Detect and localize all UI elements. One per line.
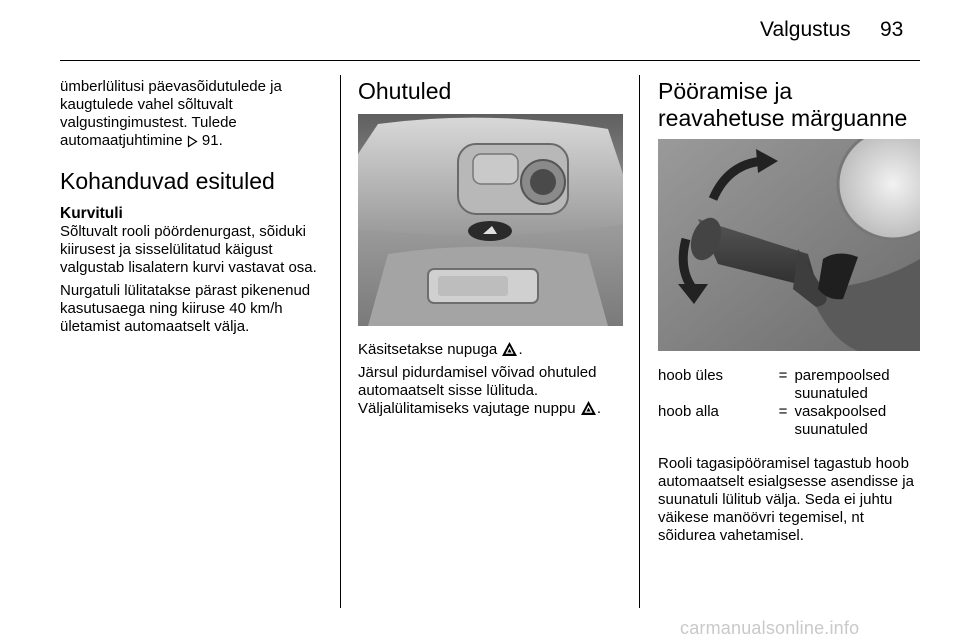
section-heading-hazard-lights: Ohutuled [358,78,452,104]
page-ref-link[interactable]: 91. [201,132,223,149]
hazard-warning-icon [501,341,518,357]
section-heading-turn-signals: Pööramise ja reavahetuse märguanne [658,78,908,131]
definition-row [658,367,923,403]
column-divider-2 [639,75,640,608]
subheading-cornering-light: Kurvituli [60,205,123,222]
turn-signal-lever-photo [658,139,920,351]
cornering-light-off-paragraph: Nurgatuli lülitatakse pärast pikenenud kasutusaega ning kiiruse 40 km/h ületamist automaatselt välja. [60,282,311,335]
hazard-auto-paragraph: Järsul pidurdamisel võivad ohutuled automaatselt sisse lülituda. [358,364,597,399]
header-divider [60,60,920,61]
watermark: carmanualsonline.info [680,618,860,638]
page-header [0,0,960,60]
column-divider-1 [340,75,341,608]
hazard-off-paragraph: Väljalülitamiseks vajutage nuppu . [358,400,601,417]
hazard-warning-icon [580,400,597,416]
intro-paragraph: ümberlülitusi päevasõidutulede ja kaugtulede vahel sõltuvalt valgustingimustest. Tulede automaatjuhtimine 91. [60,78,282,149]
definition-desc: vasakpoolsed suunatuled [794,403,887,438]
lever-return-paragraph: Rooli tagasipööramisel tagastub hoob automaatselt esialgsesse asendisse ja suunatuli lülitub välja. Seda ei juhtu väikese manöövri tegemisel, nt sõidurea vahetamisel. [658,455,914,544]
section-title: Valgustus [760,18,851,41]
section-heading-adaptive-headlights: Kohanduvad esituled [60,168,275,194]
definition-list [658,367,923,439]
column-3 [658,78,923,545]
definition-row [658,403,923,439]
hazard-operate-paragraph: Käsitsetakse nupuga . [358,341,523,358]
definition-equals: = [778,367,788,384]
definition-term: hoob alla [658,403,719,420]
page-ref-triangle-icon [187,135,198,148]
column-1 [60,78,332,336]
definition-term: hoob üles [658,367,724,384]
cornering-light-paragraph: Sõltuvalt rooli pöördenurgast, sõiduki kiirusest ja sisselülitatud käigust valgustab lisalatern kurvi vastavat osa. [60,223,317,276]
hazard-switch-photo [358,114,623,326]
page-number: 93 [880,18,904,41]
column-2 [358,78,623,418]
definition-desc: parempoolsed suunatuled [794,367,890,402]
definition-equals: = [778,403,788,420]
